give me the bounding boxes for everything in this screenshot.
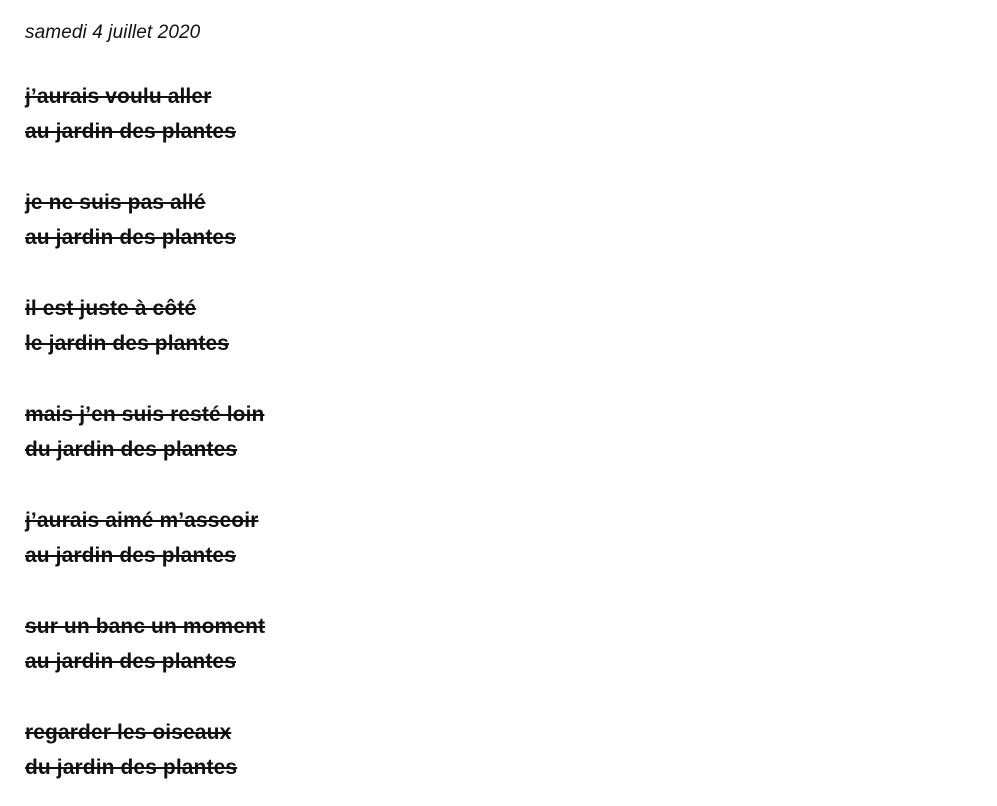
stanza-6 — [25, 609, 965, 679]
poem-line: j’aurais voulu aller — [25, 85, 212, 108]
poem-date: samedi 4 juillet 2020 — [25, 22, 201, 43]
poem-page — [25, 18, 965, 785]
stanza-1 — [25, 79, 965, 149]
stanza-3 — [25, 291, 965, 361]
poem-line: j’aurais aimé m’asseoir — [25, 509, 259, 532]
poem-line: il est juste à côté — [25, 297, 197, 320]
poem-line: du jardin des plantes — [25, 438, 238, 461]
poem-line: mais j’en suis resté loin — [25, 403, 265, 426]
stanza-2 — [25, 185, 965, 255]
poem-line: au jardin des plantes — [25, 120, 236, 143]
poem-line: je ne suis pas allé — [25, 191, 206, 214]
poem-line: sur un banc un moment — [25, 615, 266, 638]
stanza-7 — [25, 715, 965, 785]
poem-line: du jardin des plantes — [25, 756, 238, 779]
poem-line: le jardin des plantes — [25, 332, 229, 355]
poem-line: au jardin des plantes — [25, 650, 236, 673]
poem-line: au jardin des plantes — [25, 226, 236, 249]
poem-line: au jardin des plantes — [25, 544, 236, 567]
stanza-5 — [25, 503, 965, 573]
poem-line: regarder les oiseaux — [25, 721, 232, 744]
stanza-4 — [25, 397, 965, 467]
